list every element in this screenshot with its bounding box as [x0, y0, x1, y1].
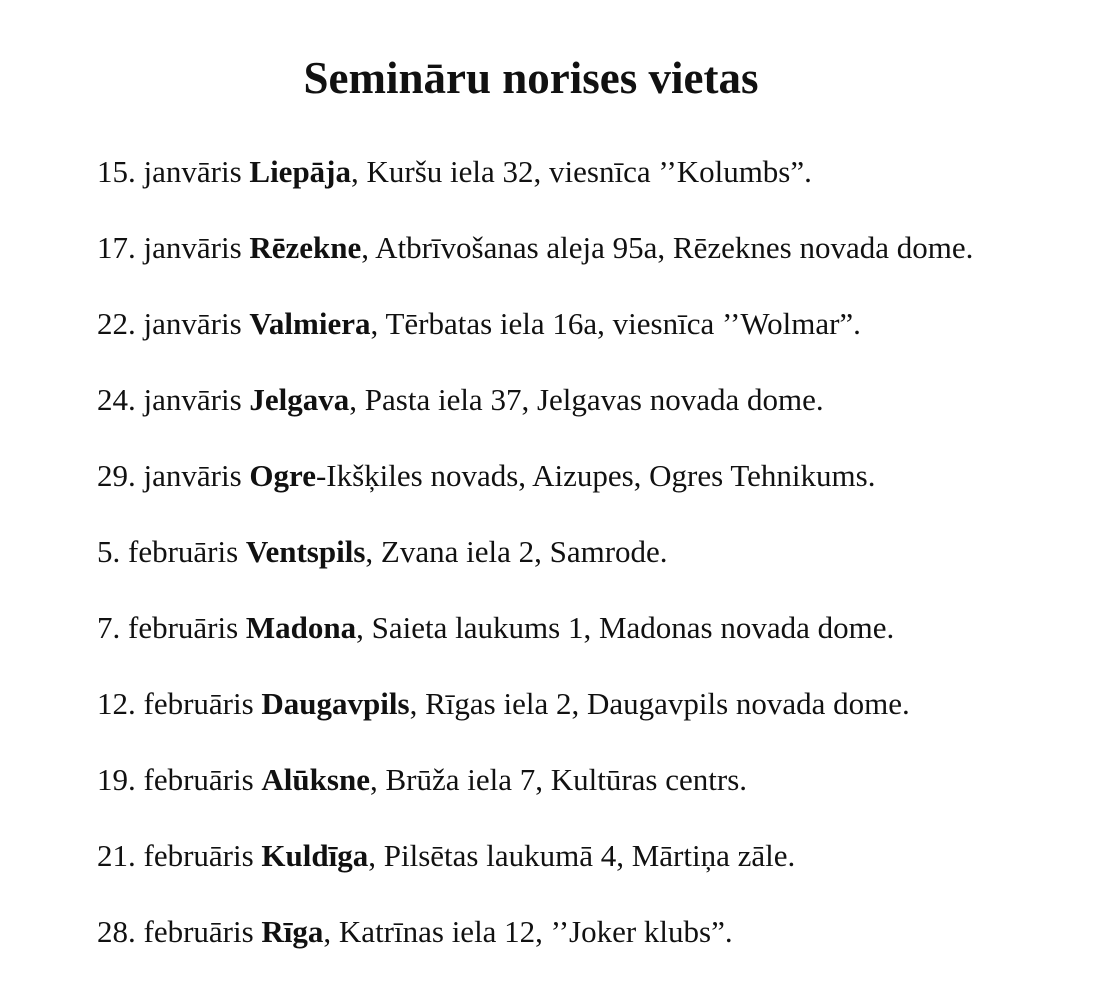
seminar-address: , Rīgas iela 2, Daugavpils novada dome.: [409, 686, 910, 721]
seminar-date: 5. februāris: [97, 534, 239, 569]
seminar-city: Ventspils: [245, 534, 366, 569]
seminar-address: , Atbrīvošanas aleja 95a, Rēzeknes novada dome.: [361, 230, 974, 265]
seminar-address: , Saieta laukums 1, Madonas novada dome.: [356, 610, 895, 645]
seminar-date: 17. janvāris: [97, 230, 242, 265]
list-item: [97, 221, 1087, 297]
page-title: Semināru norises vietas: [303, 53, 759, 103]
list-item: [97, 905, 1087, 981]
list-item: [97, 753, 1087, 829]
list-item: [97, 525, 1087, 601]
seminar-address: , Pilsētas laukumā 4, Mārtiņa zāle.: [368, 838, 796, 873]
seminar-city: Daugavpils: [261, 686, 410, 721]
seminar-address: , Zvana iela 2, Samrode.: [365, 534, 668, 569]
list-item: [97, 449, 1087, 525]
seminar-date: 12. februāris: [97, 686, 254, 721]
seminar-locations-list: [97, 145, 1087, 981]
seminar-address: , Pasta iela 37, Jelgavas novada dome.: [349, 382, 824, 417]
seminar-date: 19. februāris: [97, 762, 254, 797]
list-item: [97, 145, 1087, 221]
seminar-address: , Kuršu iela 32, viesnīca ’’Kolumbs”.: [351, 154, 812, 189]
seminar-city: Alūksne: [261, 762, 370, 797]
list-item: [97, 829, 1087, 905]
seminar-date: 24. janvāris: [97, 382, 242, 417]
seminar-city: Liepāja: [249, 154, 352, 189]
seminar-city: Jelgava: [249, 382, 350, 417]
list-item: [97, 297, 1087, 373]
seminar-date: 28. februāris: [97, 914, 254, 949]
seminar-city: Madona: [245, 610, 357, 645]
seminar-address: , Tērbatas iela 16a, viesnīca ’’Wolmar”.: [370, 306, 861, 341]
seminar-city: Rīga: [261, 914, 324, 949]
list-item: [97, 601, 1087, 677]
seminar-city: Kuldīga: [261, 838, 369, 873]
seminar-address: -Ikšķiles novads, Aizupes, Ogres Tehnikums.: [315, 458, 876, 493]
list-item: [97, 373, 1087, 449]
seminar-date: 21. februāris: [97, 838, 254, 873]
seminar-date: 29. janvāris: [97, 458, 242, 493]
seminar-address: , Katrīnas iela 12, ’’Joker klubs”.: [323, 914, 733, 949]
list-item: [97, 677, 1087, 753]
seminar-city: Ogre: [249, 458, 316, 493]
seminar-date: 22. janvāris: [97, 306, 242, 341]
seminar-city: Valmiera: [249, 306, 371, 341]
seminar-date: 7. februāris: [97, 610, 239, 645]
seminar-address: , Brūža iela 7, Kultūras centrs.: [369, 762, 748, 797]
seminar-city: Rēzekne: [249, 230, 362, 265]
seminar-date: 15. janvāris: [97, 154, 242, 189]
